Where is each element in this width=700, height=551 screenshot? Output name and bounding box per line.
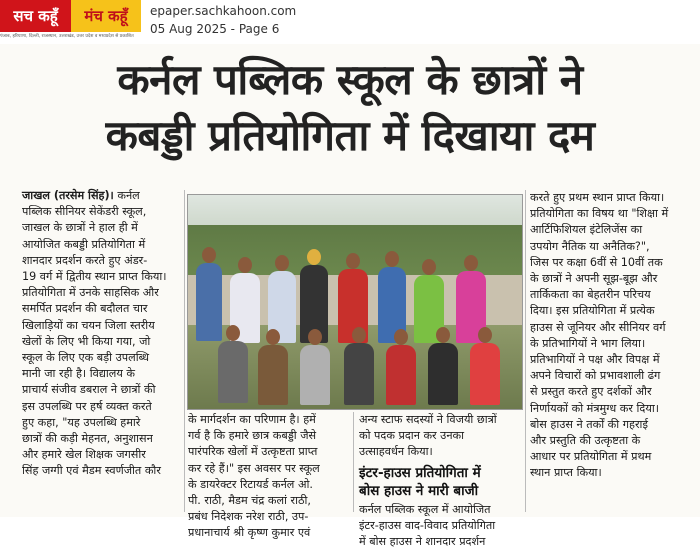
headline: [0, 52, 700, 164]
text-line: इंटर-हाउस वाद-विवाद प्रतियोगिता: [359, 519, 496, 533]
text-line: सिंह जग्गी एवं मैडम स्वर्णजीत कौर: [22, 464, 161, 478]
text-line: अन्य स्टाफ सदस्यों ने विजयी छात्रों: [359, 413, 497, 426]
text-line: और हमारे खेल शिक्षक जगसीर: [22, 448, 146, 462]
headline-line-2: कबड्डी प्रतियोगिता में दिखाया दम: [105, 111, 595, 160]
text-line: आधार पर प्रतियोगिता में प्रथम: [530, 450, 652, 464]
photo-head: [422, 259, 436, 275]
photo-person: [428, 343, 458, 405]
first-word: कर्नल: [117, 189, 140, 202]
text-line: के मार्गदर्शन का परिणाम है। हमें: [188, 413, 316, 426]
byline-row: [22, 188, 180, 204]
photo-head: [307, 249, 321, 265]
subheading: [359, 464, 523, 500]
text-line: छात्रों की कड़ी मेहनत, अनुशासन: [22, 432, 153, 446]
text-line: मानी जा रही है। विद्यालय के: [22, 367, 135, 381]
text-line: स्कूल के लिए एक बड़ी उपलब्धि: [22, 351, 149, 365]
text-line: प्रधानाचार्य श्री कृष्ण कुमार एवं: [188, 526, 311, 540]
text-line: को पदक प्रदान कर उनका: [359, 429, 465, 443]
text-line: गर्व है कि हमारे छात्र कबड्डी जैसे: [188, 429, 317, 443]
text-line: प्रतियोगिता में उनके साहसिक और: [22, 286, 159, 300]
photo-head: [226, 325, 240, 341]
logo-left-text: सच कहूँ: [0, 0, 71, 32]
text-line: हुए कहा, "यह उपलब्धि हमारे: [22, 415, 141, 429]
text-line: 19 वर्ग में द्वितीय स्थान प्राप्त किया।: [22, 270, 167, 284]
photo-head: [464, 255, 478, 271]
article-column-4: [530, 190, 695, 482]
text-line: जाखल के छात्रों ने हाल ही में: [22, 221, 138, 235]
text-line: प्राचार्य संजीव डबराल ने छात्रों की: [22, 383, 156, 397]
text-line: के प्रतिभागियों ने भाग लिया।: [530, 336, 646, 350]
team-photo: [187, 194, 523, 410]
text-line: खेलों के लिए भी किया गया, जो: [22, 334, 151, 348]
text-line: खिलाड़ियों का चयन जिला स्तरीय: [22, 318, 155, 332]
text-line: समर्पित प्रदर्शन की बदौलत चार: [22, 302, 148, 316]
edition-date: 05 Aug 2025 - Page 6: [150, 22, 280, 36]
photo-person: [258, 345, 288, 405]
article-column-3: [359, 412, 521, 461]
text-line: करते हुए प्रथम स्थान प्राप्त किया।: [530, 191, 665, 204]
text-line: के डायरेक्टर रिटायर्ड कर्नल ओ.: [188, 477, 313, 491]
text-line: पारंपरिक खेलों में उत्कृष्टता प्राप्त: [188, 445, 318, 459]
photo-person: [386, 345, 416, 405]
photo-person: [218, 341, 248, 403]
text-line: कर्नल पब्लिक स्कूल में आयोजित: [359, 503, 491, 516]
text-line: में बोस हाउस ने शानदार प्रदर्शन: [359, 535, 486, 549]
logo-tagline: पंजाब, हरियाणा, दिल्ली, राजस्थान, उत्तराखंड, उत्तर प्रदेश व मध्यप्रदेश से प्रकाशित: [0, 34, 134, 39]
text-line: प्रतिभागियों ने पक्ष और विपक्ष में: [530, 353, 660, 367]
text-line: कर रहे हैं।" इस अवसर पर स्कूल: [188, 461, 320, 475]
site-url[interactable]: epaper.sachkahoon.com: [150, 4, 297, 18]
text-line: स्थान प्राप्त किया।: [530, 466, 602, 480]
text-line: और प्रस्तुति की उत्कृष्टता के: [530, 434, 641, 448]
text-line: आयोजित कबड्डी प्रतियोगिता में: [22, 237, 146, 251]
column-divider: [184, 190, 185, 512]
photo-head: [308, 329, 322, 345]
photo-person: [344, 343, 374, 405]
column-divider: [525, 190, 526, 512]
text-line: अपने विचारों को प्रभावशाली ढंग: [530, 369, 661, 383]
article-column-2: [188, 412, 348, 542]
text-line: दिया। इस प्रतियोगिता में प्रत्येक: [530, 304, 655, 318]
text-line: के छात्रों ने अपनी सूझ-बूझ और: [530, 272, 658, 286]
text-line: उत्साहवर्धन किया।: [359, 445, 433, 459]
photo-head: [385, 251, 399, 267]
photo-head: [238, 257, 252, 273]
text-line: पी. राठी, मैडम चंद्र कलां राठी,: [188, 494, 311, 508]
news-clipping: [0, 44, 700, 549]
text-line: जिस पर कक्षा 6वीं से 10वीं तक: [530, 255, 663, 269]
subheading-line-1: इंटर-हाउस प्रतियोगिता में: [359, 465, 481, 481]
article-column-1: [22, 188, 180, 480]
text-line: आर्टिफिशियल इंटेलिजेंस का: [530, 223, 643, 237]
text-line: उपयोग नैतिक या अनैतिक?",: [530, 239, 650, 253]
logo-right-text: मंच कहूँ: [71, 0, 141, 32]
photo-head: [266, 329, 280, 345]
text-line: पब्लिक सीनियर सेकेंडरी स्कूल,: [22, 205, 147, 219]
text-line: से प्रस्तुत करते हुए दर्शकों और: [530, 385, 652, 399]
photo-person: [470, 343, 500, 405]
text-line: प्रबंध निदेशक नरेश राठी, उप-: [188, 510, 309, 524]
text-line: बोस हाउस ने तर्कों की गहराई: [530, 417, 648, 431]
text-line: प्रतियोगिता का विषय था "शिक्षा में: [530, 207, 669, 221]
photo-person: [300, 345, 330, 405]
photo-person: [196, 263, 222, 341]
epaper-header: [0, 0, 700, 44]
headline-line-1: कर्नल पब्लिक स्कूल के छात्रों ने: [117, 55, 583, 104]
subheading-line-2: बोस हाउस ने मारी बाजी: [359, 483, 479, 499]
photo-head: [275, 255, 289, 271]
byline: जाखल (तरसेम सिंह)।: [22, 189, 114, 202]
text-line: इस उपलब्धि पर हर्ष व्यक्त करते: [22, 399, 152, 413]
text-line: शानदार प्रदर्शन करते हुए अंडर-: [22, 253, 148, 267]
column-divider: [353, 412, 354, 512]
sach-kahoon-logo[interactable]: [0, 0, 141, 42]
text-line: हाउस से जूनियर और सीनियर वर्ग: [530, 320, 666, 334]
photo-head: [478, 327, 492, 343]
photo-head: [394, 329, 408, 345]
text-line: तार्किकता का बेहतरीन परिचय: [530, 288, 651, 302]
text-line: निर्णायकों को मंत्रमुग्ध कर दिया।: [530, 401, 659, 415]
photo-head: [352, 327, 366, 343]
photo-head: [346, 253, 360, 269]
article-column-3b: [359, 502, 521, 551]
photo-head: [436, 327, 450, 343]
photo-head: [202, 247, 216, 263]
